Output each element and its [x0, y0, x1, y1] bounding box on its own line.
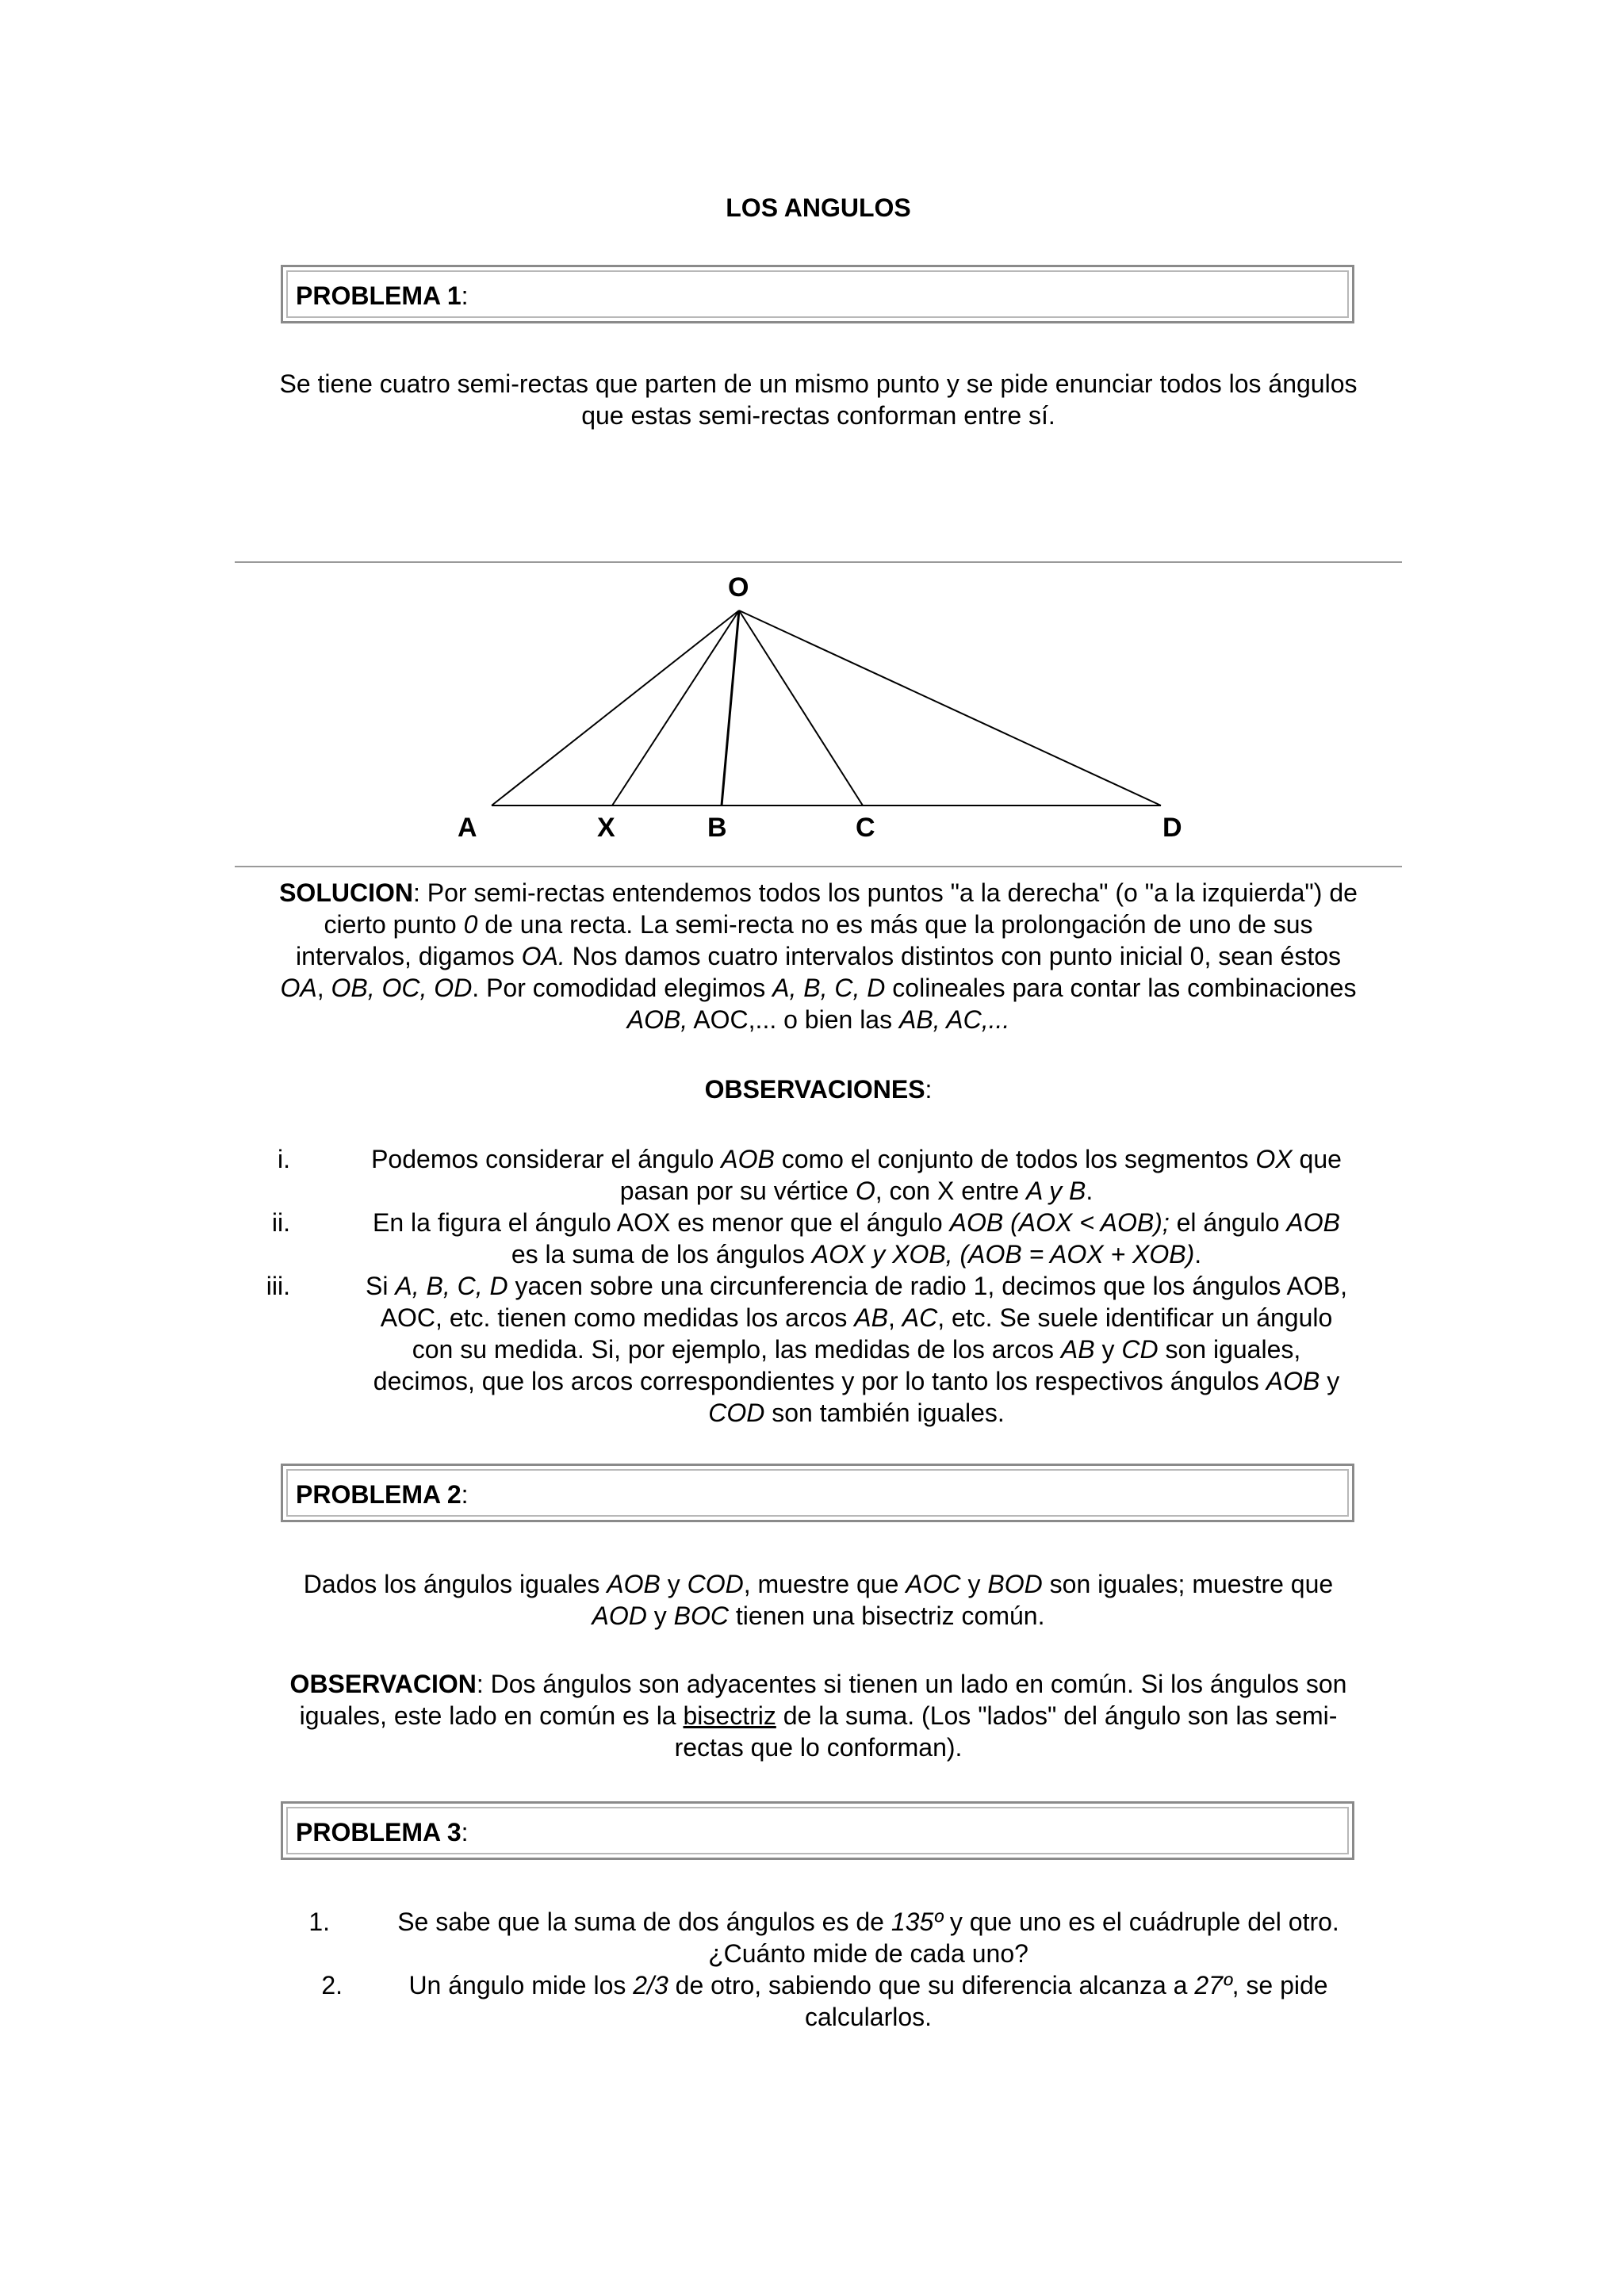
problem-3-header-box: [281, 1801, 1354, 1860]
problem-2-heading: PROBLEMA 2:: [296, 1480, 469, 1509]
figure-bottom-rule: [235, 866, 1402, 867]
list-item: ii. En la figura el ángulo AOX es menor que el ángulo AOB (AOX < AOB); el ángulo AOB es la suma de los ángulos AOX y XOB, (AOB = AOX + XOB).: [271, 1208, 1340, 1269]
list-item: iii. Si A, B, C, D yacen sobre una circunferencia de radio 1, decimos que los ángulos AOB, AOC, etc. tienen como medidas los arcos AB, AC, etc. Se suele identificar un ángulo con su medida. Si, por ejemplo, las medidas de los arcos AB y CD son iguales, decimos, que los arcos correspondientes y por lo tanto los respectivos ángulos AOB y COD son también iguales.: [266, 1272, 1347, 1427]
problem-1-statement: Se tiene cuatro semi-rectas que parten de un mismo punto y se pide enunciar todos los ángulos que estas semi-rectas conforman entre sí.: [279, 369, 1358, 430]
rays-figure: [444, 564, 1205, 858]
point-label-b: B: [707, 813, 727, 843]
figure-top-rule: [235, 561, 1402, 563]
point-label-o: O: [728, 572, 749, 603]
list-item: i. Podemos considerar el ángulo AOB como el conjunto de todos los segmentos OX que pasan por su vértice O, con X entre A y B.: [278, 1145, 1342, 1205]
point-label-d: D: [1162, 813, 1182, 843]
list-item: 1. Se sabe que la suma de dos ángulos es de 135º y que uno es el cuádruple del otro. ¿Cuánto mide de cada uno?: [308, 1908, 1339, 1968]
point-label-c: C: [856, 813, 875, 843]
ray-od: [739, 610, 1161, 806]
ray-oa: [492, 610, 739, 806]
solucion-paragraph: SOLUCION: Por semi-rectas entendemos todos los puntos "a la derecha" (o "a la izquierda") de cierto punto 0 de una recta. La semi-recta no es más que la prolongación de uno de sus intervalos, digamos OA. Nos damos cuatro intervalos distintos con punto inicial 0, sean éstos OA, OB, OC, OD. Por comodidad elegimos A, B, C, D colineales para contar las combinaciones AOB, AOC,... o bien las AB, AC,...: [279, 878, 1358, 1034]
problem-1-heading: PROBLEMA 1:: [296, 281, 469, 310]
point-label-x: X: [597, 813, 615, 843]
ray-ob: [722, 610, 739, 806]
point-label-a: A: [458, 813, 477, 843]
list-item: 2. Un ángulo mide los 2/3 de otro, sabiendo que su diferencia alcanza a 27º, se pide calcularlos.: [321, 1971, 1328, 2031]
problem-2-statement: Dados los ángulos iguales AOB y COD, muestre que AOC y BOD son iguales; muestre que AOD y BOC tienen una bisectriz común.: [303, 1570, 1334, 1630]
problem-3-heading: PROBLEMA 3:: [296, 1818, 469, 1846]
problem-1-header-box: [281, 265, 1354, 323]
observaciones-heading: OBSERVACIONES:: [704, 1075, 933, 1104]
page-title: LOS ANGULOS: [726, 193, 911, 222]
ray-ox: [612, 610, 739, 806]
problem-2-observacion: OBSERVACION: Dos ángulos son adyacentes si tienen un lado en común. Si los ángulos son iguales, este lado en común es la bisectriz de la suma. (Los "lados" del ángulo son las semi- rectas que lo conforman).: [289, 1670, 1347, 1762]
problem-2-header-box: [281, 1464, 1354, 1522]
observaciones-list: [254, 1143, 1396, 1429]
problem-3-list: [285, 1906, 1396, 2033]
bisectriz-term: bisectriz: [683, 1701, 776, 1730]
